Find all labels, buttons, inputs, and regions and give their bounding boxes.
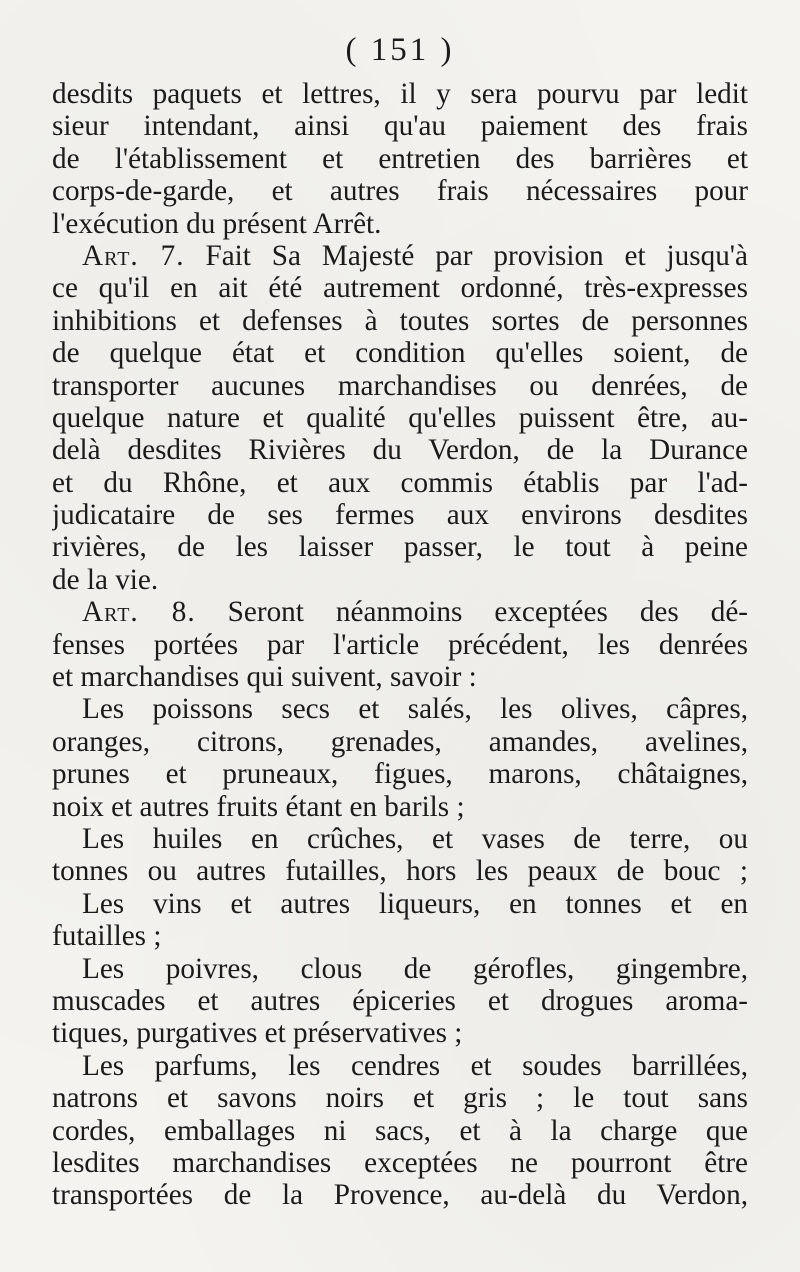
text-line: fenses portées par l'article précédent, les denrées xyxy=(52,628,748,661)
text-line: futailles ; xyxy=(52,920,162,953)
text-line: ce qu'il en ait été autrement ordonné, très-expresses xyxy=(52,272,748,305)
text-line: transportées de la Provence, au-delà du Verdon, xyxy=(52,1179,748,1212)
text-line: cordes, emballages ni sacs, et à la charge que xyxy=(52,1114,748,1147)
text-line: Les parfums, les cendres et soudes barrillées, xyxy=(82,1049,748,1082)
page-number: ( 151 ) xyxy=(345,32,455,68)
article-7-heading-line xyxy=(52,240,748,272)
text-line: natrons et savons noirs et gris ; le tout sans xyxy=(52,1082,748,1115)
body-text xyxy=(52,78,748,1212)
text-line: Les poissons secs et salés, les olives, câpres, xyxy=(82,693,748,726)
text-line: corps-de-garde, et autres frais nécessaires pour xyxy=(52,175,748,208)
text-line: judicataire de ses fermes aux environs desdites xyxy=(52,499,748,532)
text-line: noix et autres fruits étant en barils ; xyxy=(52,790,465,823)
text-line: oranges, citrons, grenades, amandes, avelines, xyxy=(52,725,748,758)
text-line: et marchandises qui suivent, savoir : xyxy=(52,661,477,694)
text-line: quelque nature et qualité qu'elles puissent être, au- xyxy=(52,401,748,434)
text-line: tiques, purgatives et préservatives ; xyxy=(52,1017,463,1050)
text-line: Fait Sa Majesté par provision et jusqu'à xyxy=(205,239,748,272)
text-line: delà desdites Rivières du Verdon, de la Durance xyxy=(52,434,748,467)
article-8-heading-line xyxy=(52,596,748,628)
text-line: l'exécution du présent Arrêt. xyxy=(52,207,382,240)
text-line: et du Rhône, et aux commis établis par l'ad- xyxy=(52,466,748,499)
text-line: Les vins et autres liqueurs, en tonnes et en xyxy=(82,887,748,920)
text-line: muscades et autres épiceries et drogues aroma- xyxy=(52,984,748,1017)
text-line: Les poivres, clous de gérofles, gingembre, xyxy=(82,952,748,985)
text-line: de quelque état et condition qu'elles soient, de xyxy=(52,337,748,370)
text-line: Seront néanmoins exceptées des dé- xyxy=(227,596,748,629)
text-line: Les huiles en crûches, et vases de terre, ou xyxy=(82,822,748,855)
text-line: rivières, de les laisser passer, le tout à peine xyxy=(52,531,748,564)
text-line: lesdites marchandises exceptées ne pourront être xyxy=(52,1146,748,1179)
text-line: sieur intendant, ainsi qu'au paiement des frais xyxy=(52,110,748,143)
text-line: inhibitions et defenses à toutes sortes de personnes xyxy=(52,304,748,337)
article-7-label: Art. 7. xyxy=(82,239,185,272)
text-line: transporter aucunes marchandises ou denrées, de xyxy=(52,369,748,402)
text-line: de l'établissement et entretien des barrières et xyxy=(52,142,748,175)
article-8-label: Art. 8. xyxy=(82,596,196,629)
text-line: desdits paquets et lettres, il y sera pourvu par ledit xyxy=(52,78,748,110)
text-line: prunes et pruneaux, figues, marons, châtaignes, xyxy=(52,758,748,791)
text-line: tonnes ou autres futailles, hors les peaux de bouc ; xyxy=(52,855,748,888)
text-line: de la vie. xyxy=(52,563,159,596)
